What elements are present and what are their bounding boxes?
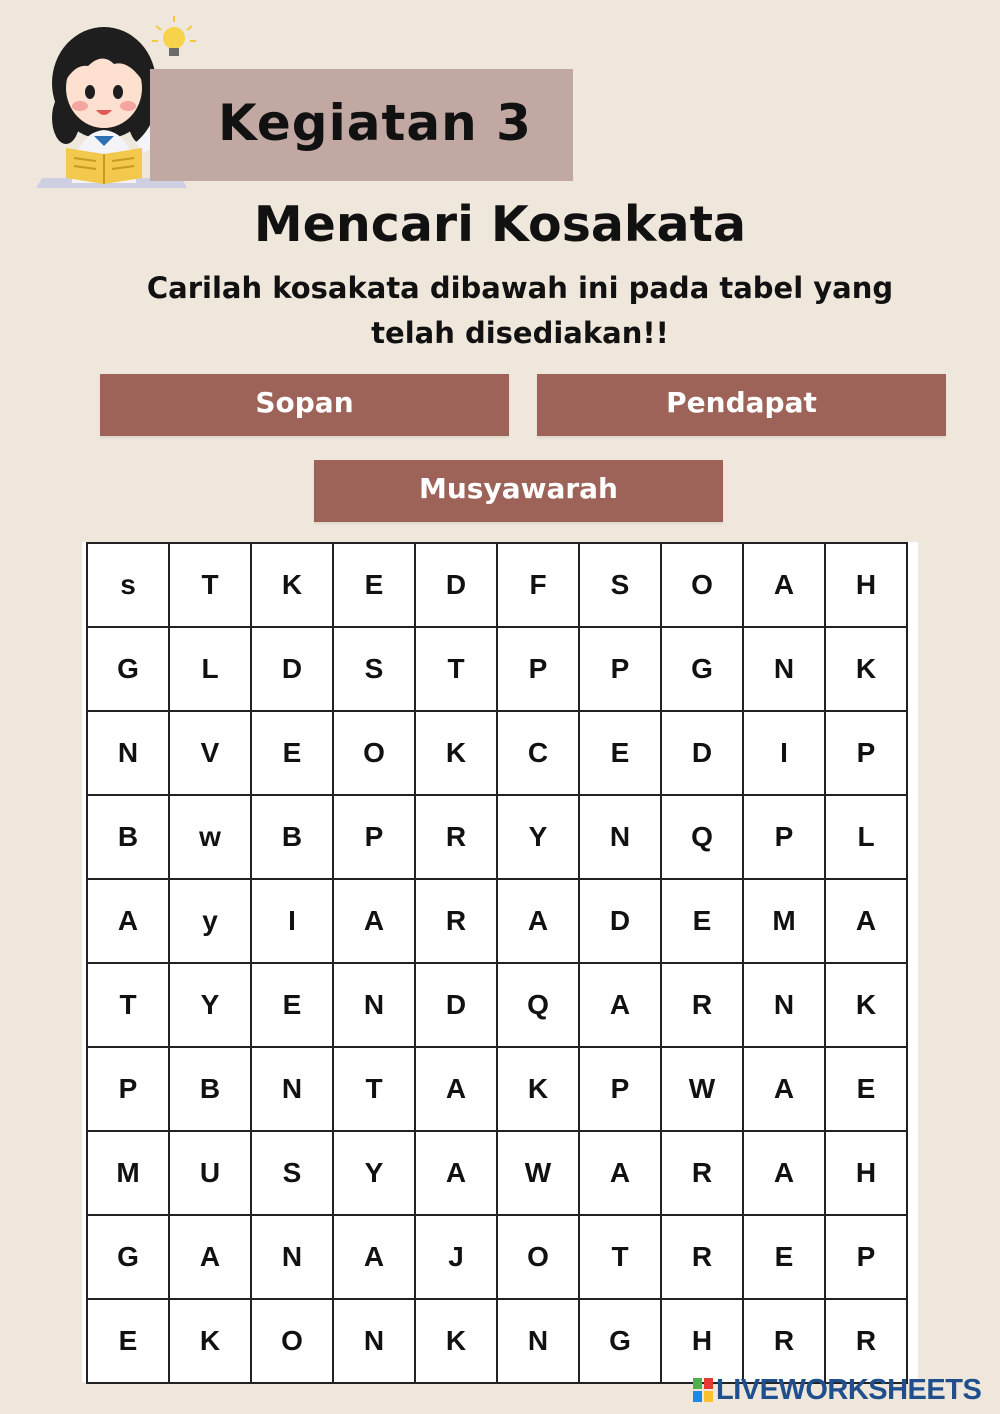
grid-cell[interactable]: Y: [169, 963, 251, 1047]
grid-cell[interactable]: A: [169, 1215, 251, 1299]
grid-cell[interactable]: P: [87, 1047, 169, 1131]
grid-cell[interactable]: C: [497, 711, 579, 795]
grid-cell[interactable]: Q: [497, 963, 579, 1047]
grid-cell[interactable]: G: [87, 627, 169, 711]
liveworksheets-logo-icon: [692, 1376, 716, 1404]
grid-cell[interactable]: R: [415, 795, 497, 879]
grid-cell[interactable]: H: [661, 1299, 743, 1383]
instruction-text: [120, 266, 920, 356]
grid-cell[interactable]: N: [333, 963, 415, 1047]
grid-cell[interactable]: A: [825, 879, 907, 963]
grid-cell[interactable]: K: [415, 1299, 497, 1383]
grid-cell[interactable]: R: [825, 1299, 907, 1383]
grid-cell[interactable]: S: [251, 1131, 333, 1215]
grid-cell[interactable]: A: [579, 963, 661, 1047]
grid-cell[interactable]: B: [169, 1047, 251, 1131]
grid-cell[interactable]: M: [743, 879, 825, 963]
grid-cell[interactable]: D: [415, 963, 497, 1047]
grid-cell[interactable]: E: [251, 963, 333, 1047]
grid-cell[interactable]: V: [169, 711, 251, 795]
grid-cell[interactable]: E: [743, 1215, 825, 1299]
grid-cell[interactable]: T: [169, 543, 251, 627]
liveworksheets-logo: [692, 1372, 992, 1408]
instruction-line-2: telah disediakan!!: [371, 316, 669, 350]
grid-row: [87, 1131, 907, 1215]
grid-cell[interactable]: L: [825, 795, 907, 879]
word-box-sopan: Sopan: [100, 374, 509, 436]
grid-cell[interactable]: R: [661, 1131, 743, 1215]
grid-cell[interactable]: s: [87, 543, 169, 627]
grid-cell[interactable]: E: [251, 711, 333, 795]
grid-cell[interactable]: Y: [497, 795, 579, 879]
grid-cell[interactable]: A: [333, 1215, 415, 1299]
grid-cell[interactable]: T: [579, 1215, 661, 1299]
grid-row: [87, 543, 907, 627]
grid-row: [87, 795, 907, 879]
grid-cell[interactable]: K: [497, 1047, 579, 1131]
grid-cell[interactable]: O: [333, 711, 415, 795]
grid-cell[interactable]: Y: [333, 1131, 415, 1215]
grid-cell[interactable]: A: [497, 879, 579, 963]
grid-cell[interactable]: H: [825, 543, 907, 627]
grid-cell[interactable]: O: [661, 543, 743, 627]
grid-cell[interactable]: I: [743, 711, 825, 795]
grid-cell[interactable]: P: [579, 627, 661, 711]
grid-cell[interactable]: G: [87, 1215, 169, 1299]
grid-cell[interactable]: D: [415, 543, 497, 627]
grid-cell[interactable]: D: [251, 627, 333, 711]
instruction-line-1: Carilah kosakata dibawah ini pada tabel yang: [146, 271, 894, 305]
grid-cell[interactable]: K: [169, 1299, 251, 1383]
grid-cell[interactable]: W: [661, 1047, 743, 1131]
grid-cell[interactable]: H: [825, 1131, 907, 1215]
grid-cell[interactable]: O: [497, 1215, 579, 1299]
grid-cell[interactable]: K: [415, 711, 497, 795]
grid-row: [87, 879, 907, 963]
grid-cell[interactable]: E: [661, 879, 743, 963]
grid-cell[interactable]: P: [743, 795, 825, 879]
word-search-grid: [82, 542, 918, 1382]
grid-cell[interactable]: N: [251, 1215, 333, 1299]
activity-title: Kegiatan 3: [218, 94, 532, 152]
grid-cell[interactable]: N: [743, 963, 825, 1047]
grid-cell[interactable]: S: [579, 543, 661, 627]
grid-cell[interactable]: M: [87, 1131, 169, 1215]
grid-cell[interactable]: D: [661, 711, 743, 795]
grid-row: [87, 1047, 907, 1131]
page-title: Mencari Kosakata: [253, 196, 747, 253]
grid-cell[interactable]: N: [743, 627, 825, 711]
word-box-musyawarah: Musyawarah: [314, 460, 723, 522]
grid-cell[interactable]: P: [333, 795, 415, 879]
grid-cell[interactable]: y: [169, 879, 251, 963]
grid-cell[interactable]: R: [743, 1299, 825, 1383]
grid-row: [87, 711, 907, 795]
grid-row: [87, 1215, 907, 1299]
grid-cell[interactable]: E: [579, 711, 661, 795]
grid-cell[interactable]: K: [251, 543, 333, 627]
grid-cell[interactable]: T: [87, 963, 169, 1047]
word-box-pendapat: Pendapat: [537, 374, 946, 436]
grid-cell[interactable]: S: [333, 627, 415, 711]
grid-cell[interactable]: L: [169, 627, 251, 711]
grid-cell[interactable]: P: [497, 627, 579, 711]
grid-cell[interactable]: N: [87, 711, 169, 795]
grid-cell[interactable]: P: [825, 711, 907, 795]
grid-cell[interactable]: I: [251, 879, 333, 963]
grid-cell[interactable]: G: [579, 1299, 661, 1383]
grid-cell[interactable]: D: [579, 879, 661, 963]
grid-cell[interactable]: w: [169, 795, 251, 879]
grid-cell[interactable]: N: [251, 1047, 333, 1131]
grid-cell[interactable]: P: [579, 1047, 661, 1131]
grid-cell[interactable]: T: [415, 627, 497, 711]
grid-cell[interactable]: R: [661, 1215, 743, 1299]
grid-cell[interactable]: A: [743, 543, 825, 627]
grid-cell[interactable]: R: [661, 963, 743, 1047]
grid-cell[interactable]: N: [497, 1299, 579, 1383]
grid-row: [87, 963, 907, 1047]
grid-cell[interactable]: R: [415, 879, 497, 963]
logo-text: LIVEWORKSHEETS: [716, 1374, 982, 1406]
grid-cell[interactable]: E: [825, 1047, 907, 1131]
grid-cell[interactable]: A: [743, 1131, 825, 1215]
grid-cell[interactable]: A: [87, 879, 169, 963]
grid-cell[interactable]: E: [333, 543, 415, 627]
grid-cell[interactable]: A: [743, 1047, 825, 1131]
grid-cell[interactable]: A: [415, 1131, 497, 1215]
grid-cell[interactable]: A: [579, 1131, 661, 1215]
grid-cell[interactable]: B: [251, 795, 333, 879]
letter-table: [86, 542, 908, 1384]
grid-cell[interactable]: E: [87, 1299, 169, 1383]
grid-cell[interactable]: O: [251, 1299, 333, 1383]
grid-cell[interactable]: K: [825, 627, 907, 711]
grid-row: [87, 1299, 907, 1383]
grid-row: [87, 627, 907, 711]
grid-cell[interactable]: N: [333, 1299, 415, 1383]
grid-cell[interactable]: J: [415, 1215, 497, 1299]
grid-cell[interactable]: A: [415, 1047, 497, 1131]
grid-cell[interactable]: W: [497, 1131, 579, 1215]
grid-cell[interactable]: A: [333, 879, 415, 963]
grid-cell[interactable]: G: [661, 627, 743, 711]
grid-cell[interactable]: P: [825, 1215, 907, 1299]
grid-cell[interactable]: Q: [661, 795, 743, 879]
lightbulb-icon: [152, 16, 196, 56]
grid-cell[interactable]: T: [333, 1047, 415, 1131]
grid-cell[interactable]: U: [169, 1131, 251, 1215]
grid-cell[interactable]: N: [579, 795, 661, 879]
grid-cell[interactable]: F: [497, 543, 579, 627]
grid-cell[interactable]: B: [87, 795, 169, 879]
grid-cell[interactable]: K: [825, 963, 907, 1047]
